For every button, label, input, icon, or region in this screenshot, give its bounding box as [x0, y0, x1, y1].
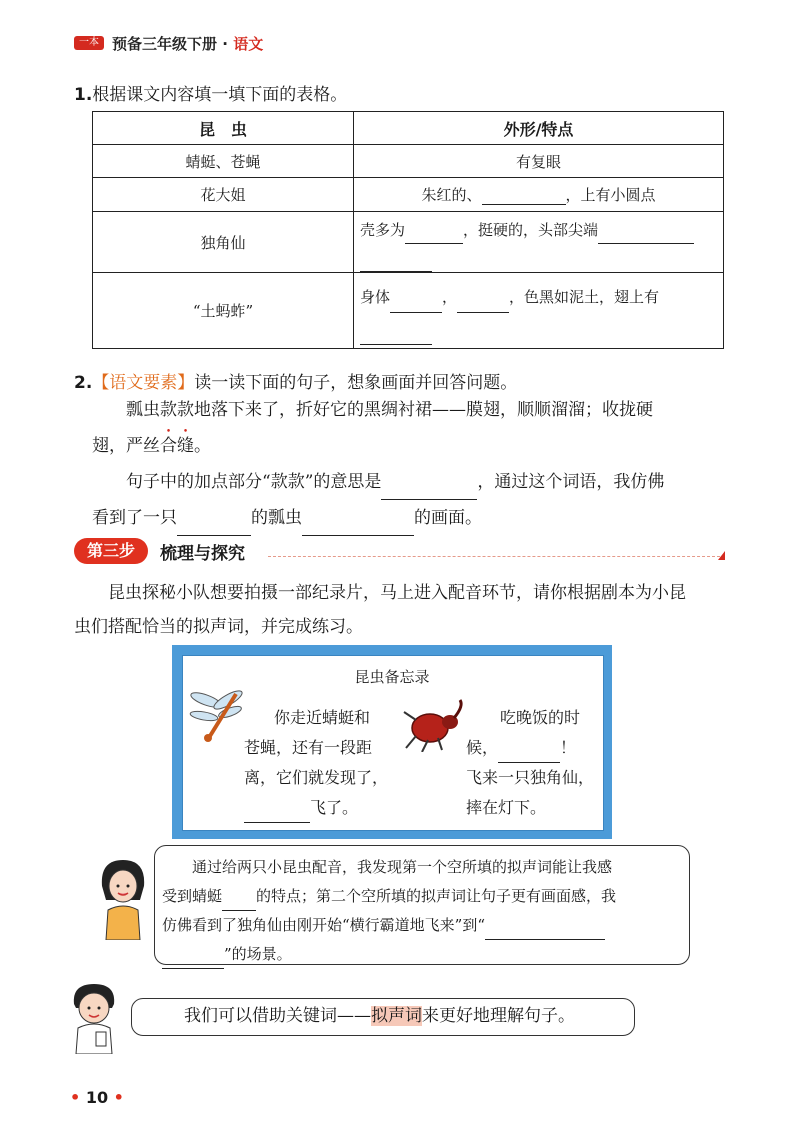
bubble-girl-text	[162, 853, 684, 969]
feature-text: ，	[442, 288, 458, 306]
bubble-boy-text	[184, 1004, 575, 1028]
question-number: 2.	[74, 373, 93, 393]
question-text: 读一读下面的句子，想象画面并回答问题。	[194, 373, 518, 393]
feature-cell	[354, 178, 724, 212]
page-number-value: 10	[85, 1088, 109, 1107]
memo-right-text	[466, 703, 606, 823]
sentence-text: 瓢虫	[126, 400, 160, 420]
bubble-line: ”的场景。	[224, 945, 292, 963]
answer-blank[interactable]	[482, 188, 566, 205]
feature-cell	[354, 273, 724, 349]
sentence-text: 翅，严丝合缝。	[92, 436, 211, 456]
memo-line: 苍蝇，还有一段距	[244, 738, 373, 757]
memo-line: 候，	[466, 738, 499, 757]
memo-line: 离，它们就发现了，	[244, 768, 389, 787]
prompt-text: ，通过这个词语，我仿佛	[477, 472, 665, 492]
answer-blank[interactable]	[302, 519, 414, 536]
insect-cell: 蜻蜓、苍蝇	[93, 145, 354, 178]
question-2-title	[74, 368, 517, 393]
question-2-prompt	[92, 464, 732, 536]
boy-avatar	[66, 982, 122, 1054]
column-header-insect: 昆 虫	[93, 112, 354, 145]
feature-text: ，色黑如泥土，翅上有	[509, 288, 660, 306]
feature-text: 身体	[360, 288, 391, 306]
table-row	[93, 212, 724, 273]
prompt-text: 的画面。	[414, 508, 482, 528]
series-badge: 一本	[74, 36, 104, 50]
subject-label: 语文	[233, 35, 264, 53]
question-tag: 【语文要素】	[92, 373, 195, 393]
girl-avatar	[96, 856, 150, 940]
emphasis-char: 款	[160, 400, 177, 420]
step-badge: 第三步	[74, 538, 148, 564]
emphasis-char: 款	[177, 400, 194, 420]
feature-text: 壳多为	[360, 221, 406, 239]
memo-line: ！	[560, 738, 577, 757]
table-header-row	[93, 112, 724, 145]
bubble-line: 的特点；第二个空所填的拟声词让句子更有画面感，我	[256, 887, 617, 905]
feature-text: 朱红的、	[421, 186, 482, 204]
prompt-text: 句子中的加点部分“款款”的意思是	[126, 472, 382, 492]
highlighted-keyword: 拟声词	[371, 1006, 422, 1026]
step-title: 梳理与探究	[160, 544, 245, 564]
prompt-text: 看到了一只	[92, 508, 177, 528]
table-row	[93, 145, 724, 178]
answer-blank[interactable]	[360, 328, 432, 345]
memo-line: 飞来一只独角仙，	[466, 768, 595, 787]
answer-blank[interactable]	[457, 296, 509, 313]
insect-cell: 独角仙	[93, 212, 354, 273]
rhinoceros-beetle-icon	[400, 698, 468, 752]
answer-blank[interactable]	[390, 296, 442, 313]
step-divider	[268, 556, 720, 557]
bubble-line: 仿佛看到了独角仙由刚开始“横行霸道地飞来”到“	[162, 916, 486, 934]
intro-line: 虫们搭配恰当的拟声词，并完成练习。	[74, 617, 363, 637]
bubble-line: 来更好地理解句子。	[422, 1006, 575, 1026]
bubble-line: 我们可以借助关键词——	[184, 1006, 371, 1026]
memo-line: 飞了。	[310, 798, 359, 817]
answer-blank[interactable]	[381, 483, 477, 500]
question-number: 1.	[74, 85, 93, 105]
column-header-feature: 外形/特点	[354, 112, 724, 145]
memo-left-text	[244, 703, 394, 823]
feature-cell	[354, 212, 724, 273]
answer-blank[interactable]	[598, 227, 694, 244]
memo-line: 摔在灯下。	[466, 798, 547, 817]
bubble-line: 通过给两只小昆虫配音，我发现第一个空所填的拟声词能让我感	[192, 858, 613, 876]
answer-blank[interactable]	[162, 952, 224, 969]
insect-table	[92, 111, 724, 349]
prompt-text: 的瓢虫	[251, 508, 302, 528]
feature-text: ，挺硬的，头部尖端	[463, 221, 599, 239]
table-row	[93, 273, 724, 349]
feature-cell: 有复眼	[354, 145, 724, 178]
answer-blank[interactable]	[405, 227, 463, 244]
answer-blank[interactable]	[222, 894, 256, 911]
answer-blank[interactable]	[177, 519, 251, 536]
answer-blank[interactable]	[498, 746, 560, 763]
question-text: 根据课文内容填一填下面的表格。	[92, 85, 348, 105]
insect-cell: 花大姐	[93, 178, 354, 212]
book-title: 预备三年级下册	[112, 35, 218, 53]
header-dot: ·	[222, 35, 228, 53]
bubble-line: 受到蜻蜓	[162, 887, 223, 905]
insect-cell: “土蚂蚱”	[93, 273, 354, 349]
memo-line: 你走近蜻蜓和	[274, 708, 371, 727]
answer-blank[interactable]	[360, 255, 432, 272]
answer-blank[interactable]	[244, 806, 310, 823]
page-number: • 10 •	[70, 1088, 124, 1107]
intro-paragraph	[74, 576, 734, 644]
memo-title: 昆虫备忘录	[354, 668, 430, 686]
answer-blank[interactable]	[485, 923, 605, 940]
memo-line: 吃晚饭的时	[500, 708, 581, 727]
dragonfly-icon	[188, 690, 248, 746]
sentence-text: 地落下来了，折好它的黑绸衬裙——膜翅，顺顺溜溜；收拢硬	[194, 400, 653, 420]
header-title	[112, 33, 263, 54]
question-1-title	[74, 80, 347, 105]
corner-triangle-icon	[718, 551, 725, 560]
feature-text: ，上有小圆点	[565, 186, 656, 204]
table-row	[93, 178, 724, 212]
quoted-sentence	[92, 392, 732, 464]
intro-line: 昆虫探秘小队想要拍摄一部纪录片，马上进入配音环节，请你根据剧本为小昆	[108, 583, 686, 603]
